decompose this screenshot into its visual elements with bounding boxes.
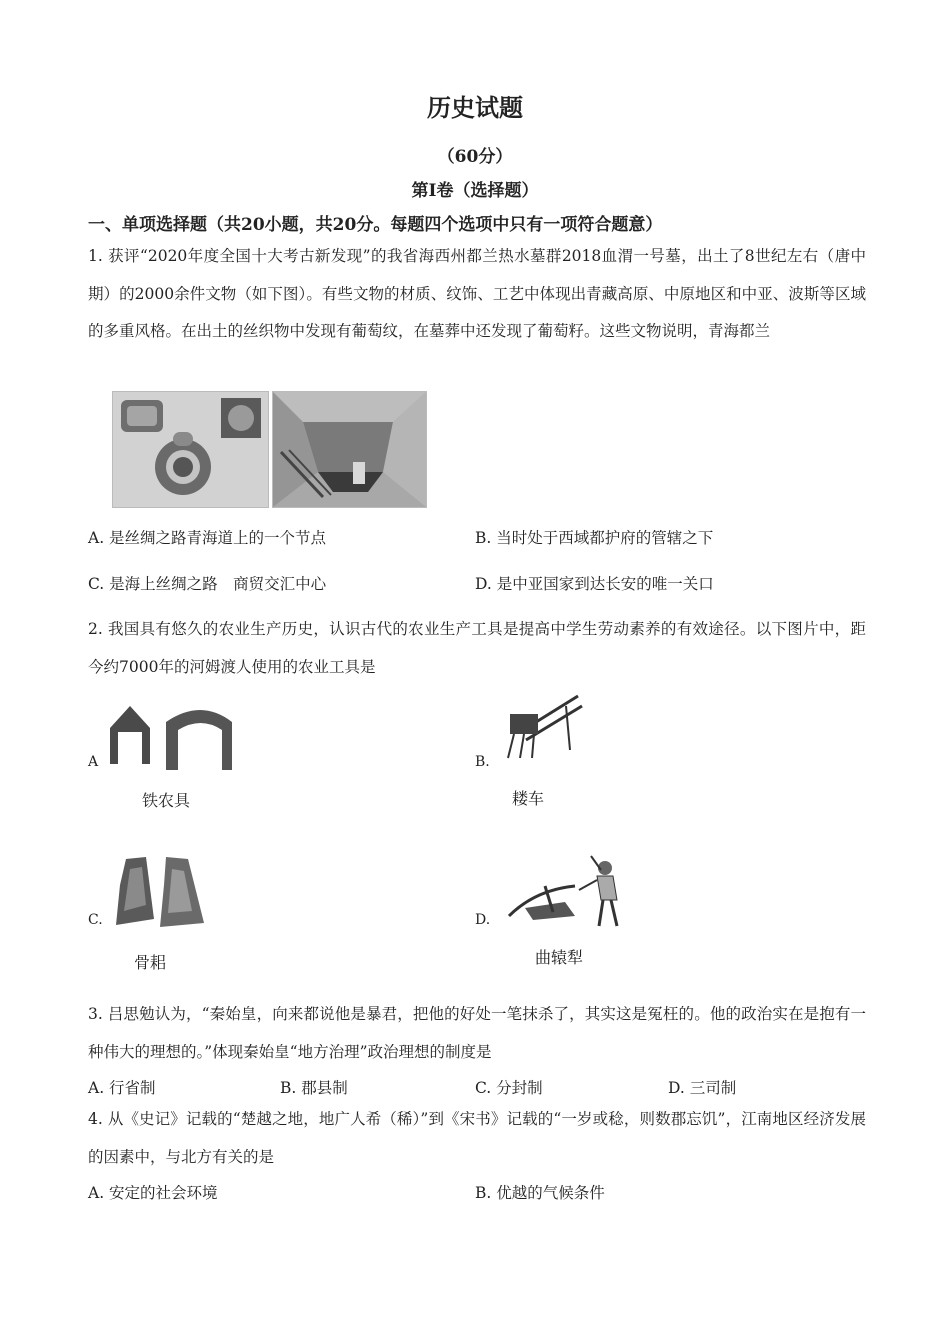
q1-stem: 1. 获评“2020年度全国十大考古新发现”的我省海西州都兰热水墓群2018血渭一号墓，出土了8世纪左右（唐中期）的2000余件文物（如下图）。有些文物的材质、纹饰、工艺中体现出青藏高原、中原地区和中亚、波斯等区域的多重风格。在出土的丝织物中发现有葡萄纹，在墓葬中还发现了葡萄籽。这些文物说明，青海都兰 (88, 247, 866, 340)
q4-option-a: A. 安定的社会环境 (88, 1184, 218, 1202)
q2-label-d: D. (475, 912, 491, 928)
volume-heading: 第Ⅰ卷（选择题） (411, 181, 539, 201)
q3-option-c: C. 分封制 (475, 1079, 543, 1097)
q1-tomb-photo (272, 391, 427, 508)
q1-option-b: B. 当时处于西域都护府的管辖之下 (475, 529, 714, 547)
q2-caption-a: 铁农具 (142, 791, 191, 810)
total-score: （60分） (437, 147, 513, 167)
q4-stem: 4. 从《史记》记载的“楚越之地，地广人希（稀）”到《宋书》记载的“一岁或稔，则数郡忘饥”，江南地区经济发展的因素中，与北方有关的是 (88, 1110, 866, 1166)
q1-option-c: C. 是海上丝绸之路 商贸交汇中心 (88, 575, 327, 593)
q2-caption-d: 曲辕犁 (535, 948, 584, 967)
q2-caption-b: 耧车 (512, 789, 545, 808)
q2-iron-tools-image (106, 702, 236, 774)
q2-seed-drill-image (500, 692, 585, 762)
q3-stem: 3. 吕思勉认为，“秦始皇，向来都说他是暴君，把他的好处一笔抹杀了，其实这是冤枉的。他的政治实在是抱有一种伟大的理想的。”体现秦始皇“地方治理”政治理想的制度是 (88, 1005, 866, 1061)
q4-option-b: B. 优越的气候条件 (475, 1184, 605, 1202)
page-title: 历史试题 (427, 94, 523, 122)
q2-caption-c: 骨耜 (134, 953, 167, 972)
q2-label-c: C. (88, 912, 103, 928)
q2-label-b: B. (475, 754, 490, 770)
q2-label-a: A (88, 754, 99, 770)
section-heading: 一、单项选择题（共20小题，共20分。每题四个选项中只有一项符合题意） (88, 215, 663, 235)
q3-option-a: A. 行省制 (88, 1079, 156, 1097)
q3-option-b: B. 郡县制 (280, 1079, 348, 1097)
q2-bone-spade-image (112, 855, 207, 930)
q2-curved-plough-image (505, 850, 630, 930)
q1-artifact-photo (112, 391, 269, 508)
q1-option-a: A. 是丝绸之路青海道上的一个节点 (88, 529, 327, 547)
q3-option-d: D. 三司制 (668, 1079, 737, 1097)
q2-stem: 2. 我国具有悠久的农业生产历史，认识古代的农业生产工具是提高中学生劳动素养的有效途径。以下图片中，距今约7000年的河姆渡人使用的农业工具是 (88, 620, 866, 676)
q1-option-d: D. 是中亚国家到达长安的唯一关口 (475, 575, 714, 593)
